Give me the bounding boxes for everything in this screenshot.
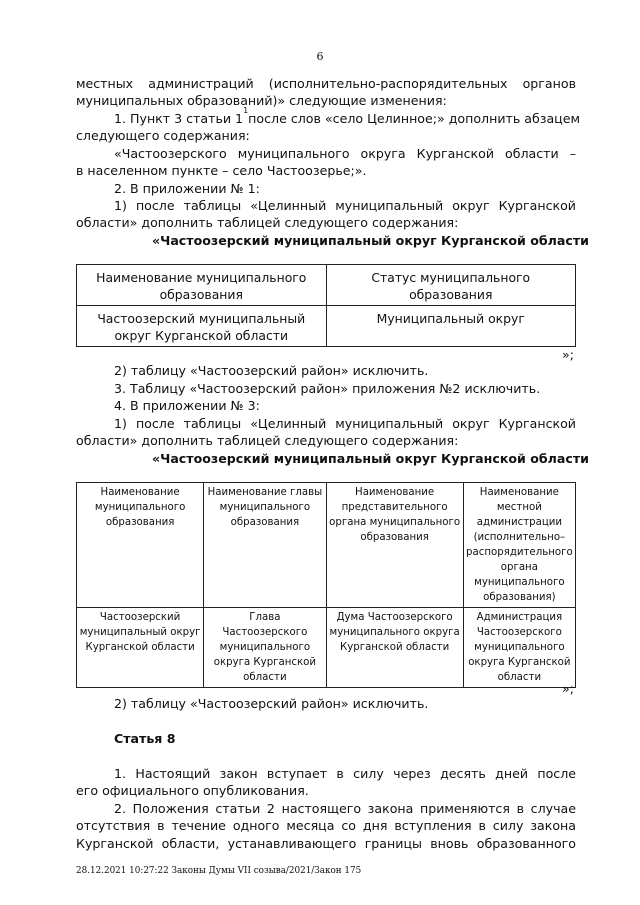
text-line: Курганской области, устанавливающего границы вновь образованного xyxy=(76,836,576,851)
text-line: 2) таблицу «Частоозерский район» исключить. xyxy=(114,363,429,378)
table-cell: Дума Частоозерского муниципального округа Курганской области xyxy=(326,608,463,688)
text-line: отсутствия в течение одного месяца со дня вступления в силу закона xyxy=(76,818,576,833)
text-line: 1) после таблицы «Целинный муниципальный округ Курганской xyxy=(114,416,576,431)
table-heading: «Частоозерский муниципальный округ Курганской области xyxy=(152,233,589,248)
text-line: 2. Положения статьи 2 настоящего закона применяются в случае xyxy=(114,801,576,816)
table-header-cell: Наименование представительного органа муниципального образования xyxy=(326,483,463,608)
text-line: области» дополнить таблицей следующего содержания: xyxy=(76,215,459,230)
table-header-cell: Наименование местной администрации (исполнительно–распорядительного органа муниципального образования) xyxy=(463,483,575,608)
text-fragment: после слов «село Целинное;» дополнить абзацем xyxy=(248,111,581,126)
table-cell: Частоозерский муниципальный округ Курганской области xyxy=(77,608,204,688)
page-number: 6 xyxy=(316,50,324,63)
table-header-cell: Наименование главы муниципального образования xyxy=(204,483,326,608)
table-cell: Глава Частоозерского муниципального округа Курганской области xyxy=(204,608,326,688)
text-line: его официального опубликования. xyxy=(76,783,309,798)
text-line: 1. Настоящий закон вступает в силу через десять дней после xyxy=(114,766,576,781)
table-closing-quote: »; xyxy=(562,681,574,696)
municipality-bodies-table xyxy=(76,482,576,688)
text-line: местных администраций (исполнительно-распорядительных органов xyxy=(76,76,576,91)
text-line: следующего содержания: xyxy=(76,128,250,143)
superscript: 1 xyxy=(243,106,249,115)
text-line: области» дополнить таблицей следующего содержания: xyxy=(76,433,459,448)
text-line xyxy=(114,106,581,127)
text-line: 3. Таблицу «Частоозерский район» приложения №2 исключить. xyxy=(114,381,541,396)
text-line: 2. В приложении № 1: xyxy=(114,181,260,196)
table-cell: Частоозерский муниципальный округ Курганской области xyxy=(77,306,327,347)
table-header-cell: Наименование муниципального образования xyxy=(77,265,327,306)
text-fragment: 1. Пункт 3 статьи 1 xyxy=(114,111,244,126)
text-line: муниципальных образований)» следующие изменения: xyxy=(76,93,447,108)
text-line: «Частоозерского муниципального округа Курганской области – xyxy=(114,146,576,161)
text-line: в населенном пункте – село Частоозерье;». xyxy=(76,163,367,178)
text-line: 4. В приложении № 3: xyxy=(114,398,260,413)
table-header-cell: Наименование муниципального образования xyxy=(77,483,204,608)
municipality-status-table xyxy=(76,264,576,347)
table-closing-quote: »; xyxy=(562,347,574,362)
table-cell: Муниципальный округ xyxy=(326,306,576,347)
article-heading: Статья 8 xyxy=(114,731,176,746)
text-line: 1) после таблицы «Целинный муниципальный округ Курганской xyxy=(114,198,576,213)
table-heading: «Частоозерский муниципальный округ Курганской области xyxy=(152,451,589,466)
table-header-cell: Статус муниципального образования xyxy=(326,265,576,306)
table-cell: Администрация Частоозерского муниципального округа Курганской области xyxy=(463,608,575,688)
text-line: 2) таблицу «Частоозерский район» исключить. xyxy=(114,696,429,711)
document-footer: 28.12.2021 10:27:22 Законы Думы VII созыва/2021/Закон 175 xyxy=(76,866,362,876)
